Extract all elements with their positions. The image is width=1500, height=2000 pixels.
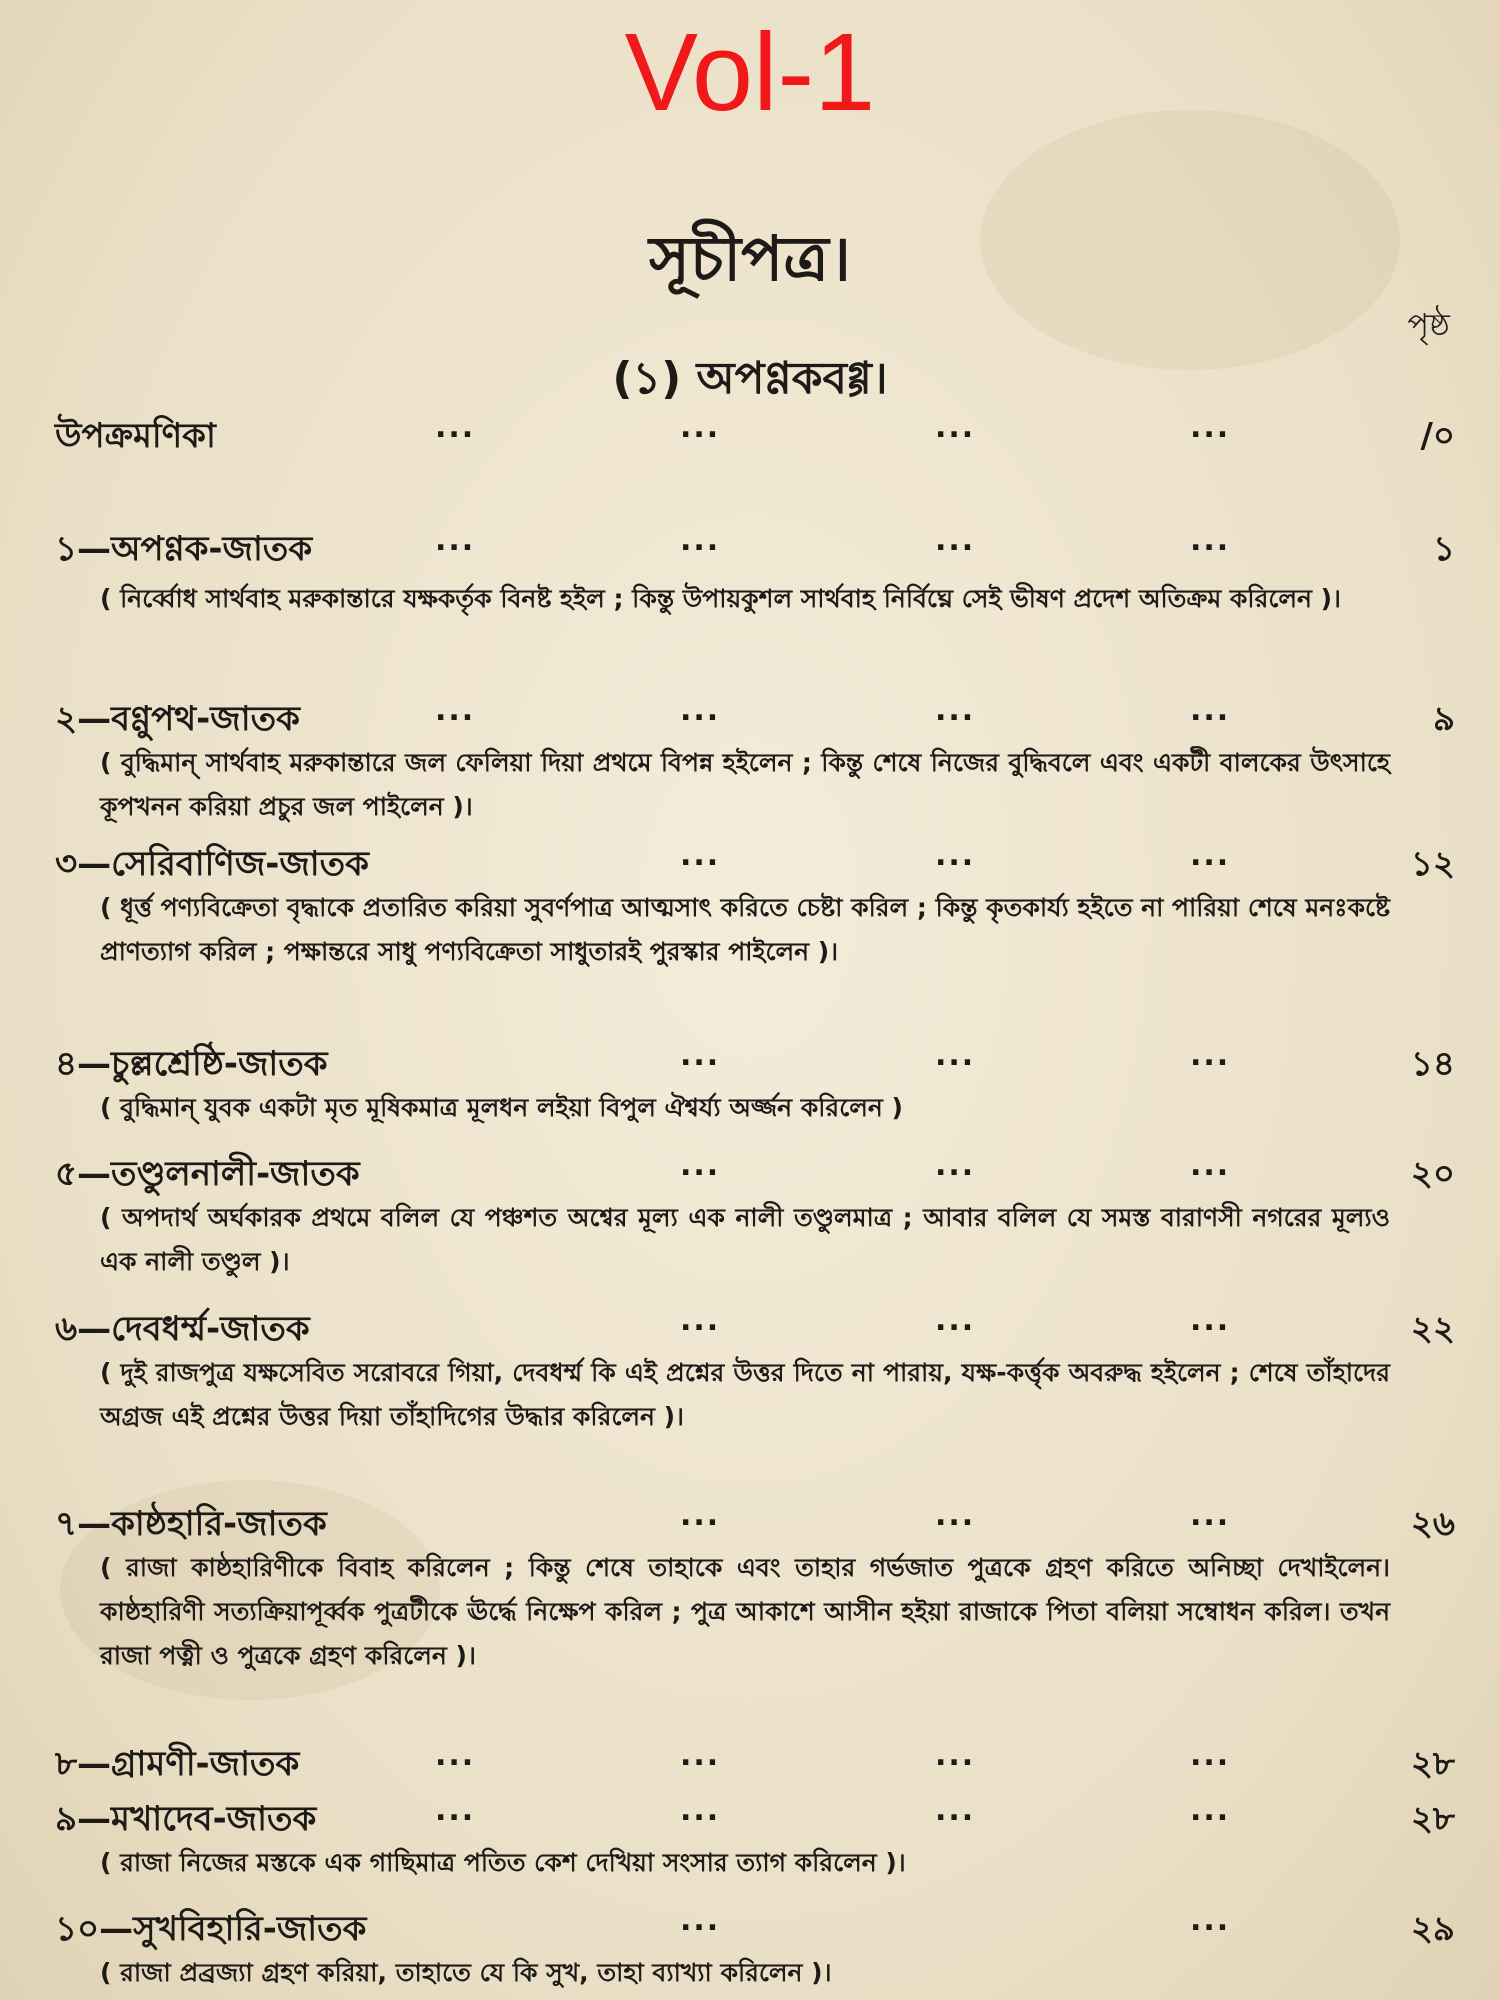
entry-summary: ( বুদ্ধিমান্ যুবক একটা মৃত মূষিকমাত্র মূলধন লইয়া বিপুল ঐশ্বর্য্য অর্জ্জন করিলেন ) [100, 1093, 903, 1122]
entry-page-number: ২২ [1410, 1309, 1455, 1349]
entry-title: ৫—তণ্ডুলনালী-জাতক [55, 1154, 360, 1194]
contents-entry [55, 1498, 1455, 1678]
leader-dots: ... [435, 1793, 476, 1828]
leader-dots: ... [1190, 1303, 1231, 1338]
leader-dots: ... [1190, 838, 1231, 873]
leader-dots: ... [1190, 1793, 1231, 1828]
entry-summary: ( অপদার্থ অর্ঘকারক প্রথমে বলিল যে পঞ্চশত অশ্বের মূল্য এক নালী তণ্ডুলমাত্র ; আবার বলিল যে সমস্ত বারাণসী নগরের মূল্যও এক নালী তণ্ডুল )। [100, 1203, 1390, 1276]
entry-title: উপক্রমণিকা [55, 416, 216, 456]
entry-page-number: ২৮ [1410, 1744, 1455, 1784]
entry-title: ৮—গ্রামণী-জাতক [55, 1744, 300, 1784]
entry-summary: ( দুই রাজপুত্র যক্ষসেবিত সরোবরে গিয়া, দেবধর্ম্ম কি এই প্রশ্নের উত্তর দিতে না পারায়, যক্ষ-কর্ত্তৃক অবরুদ্ধ হইলেন ; শেষে তাঁহাদের অগ্রজ এই প্রশ্নের উত্তর দিয়া তাঁহাদিগের উদ্ধার করিলেন )। [100, 1358, 1390, 1431]
leader-dots: ... [680, 1038, 721, 1073]
contents-entry [55, 1793, 1455, 1885]
entry-page-number: ২৬ [1410, 1504, 1455, 1544]
leader-dots: ... [435, 410, 476, 445]
entry-summary: ( নির্ব্বোধ সার্থবাহ মরুকান্তারে যক্ষকর্তৃক বিনষ্ট হইল ; কিন্তু উপায়কুশল সার্থবাহ নির্বিঘ্নে সেই ভীষণ প্রদেশ অতিক্রম করিলেন )। [100, 584, 1341, 613]
leader-dots: ... [680, 523, 721, 558]
leader-dots: ... [680, 1148, 721, 1183]
contents-entry [55, 1303, 1455, 1439]
leader-dots: ... [935, 1303, 976, 1338]
leader-dots: ... [1190, 1903, 1231, 1938]
entry-title: ৯—মখাদেব-জাতক [55, 1799, 317, 1839]
leader-dots: ... [680, 410, 721, 445]
entry-title: ২—বণ্ণুপথ-জাতক [55, 699, 300, 739]
entry-summary: ( রাজা নিজের মস্তকে এক গাছিমাত্র পতিত কেশ দেখিয়া সংসার ত্যাগ করিলেন )। [100, 1848, 906, 1877]
entry-title: ৩—সেরিবাণিজ-জাতক [55, 844, 369, 884]
entry-page-number: ২৮ [1410, 1799, 1455, 1839]
leader-dots: ... [935, 1498, 976, 1533]
leader-dots: ... [1190, 410, 1231, 445]
entry-title: ৬—দেবধর্ম্ম-জাতক [55, 1309, 310, 1349]
entry-page-number: ১৪ [1410, 1044, 1455, 1084]
leader-dots: ... [1190, 1038, 1231, 1073]
entry-title: ১০—সুখবিহারি-জাতক [55, 1909, 367, 1949]
leader-dots: ... [1190, 693, 1231, 728]
entry-title: ৭—কাষ্ঠহারি-জাতক [55, 1504, 327, 1544]
leader-dots: ... [935, 1148, 976, 1183]
page-column-label: পৃষ্ঠ [1407, 306, 1450, 344]
leader-dots: ... [680, 693, 721, 728]
entry-page-number: ১২ [1410, 844, 1455, 884]
leader-dots: ... [1190, 1498, 1231, 1533]
leader-dots: ... [935, 1038, 976, 1073]
leader-dots: ... [680, 1498, 721, 1533]
volume-label: Vol-1 [624, 11, 876, 134]
contents-entry [55, 1903, 1455, 1995]
leader-dots: ... [1190, 1148, 1231, 1183]
contents-entry [55, 1148, 1455, 1284]
leader-dots: ... [935, 693, 976, 728]
leader-dots: ... [935, 1738, 976, 1773]
contents-entry [55, 693, 1455, 829]
leader-dots: ... [935, 410, 976, 445]
contents-entry [55, 838, 1455, 974]
leader-dots: ... [935, 523, 976, 558]
entry-page-number: ২০ [1410, 1154, 1455, 1194]
leader-dots: ... [435, 523, 476, 558]
leader-dots: ... [680, 838, 721, 873]
entry-title: ১—অপণ্ণক-জাতক [55, 529, 313, 569]
section-heading: (১) অপণ্ণকবগ্গ। [612, 353, 888, 404]
entry-page-number: ৯ [1432, 699, 1455, 739]
entry-summary: ( রাজা কাষ্ঠহারিণীকে বিবাহ করিলেন ; কিন্তু শেষে তাহাকে এবং তাহার গর্ভজাত পুত্রকে গ্রহণ করিতে অনিচ্ছা দেখাইলেন। কাষ্ঠহারিণী সত্যক্রিয়াপূর্ব্বক পুত্রটীকে ঊর্দ্ধে নিক্ষেপ করিল ; পুত্র আকাশে আসীন হইয়া রাজাকে পিতা বলিয়া সম্বোধন করিল। তখন রাজা পত্নী ও পুত্রকে গ্রহণ করিলেন )। [100, 1553, 1390, 1670]
leader-dots: ... [435, 693, 476, 728]
leader-dots: ... [935, 838, 976, 873]
intro-entry [55, 410, 1455, 458]
leader-dots: ... [680, 1793, 721, 1828]
leader-dots: ... [680, 1738, 721, 1773]
entry-summary: ( রাজা প্রব্রজ্যা গ্রহণ করিয়া, তাহাতে যে কি সুখ, তাহা ব্যাখ্যা করিলেন )। [100, 1958, 832, 1987]
entry-page-number: ১ [1432, 529, 1455, 569]
entry-page-number: ২৯ [1410, 1909, 1455, 1949]
leader-dots: ... [680, 1303, 721, 1338]
entry-title: ৪—চুল্লশ্রেষ্ঠি-জাতক [55, 1044, 328, 1084]
leader-dots: ... [935, 1793, 976, 1828]
contents-entry [55, 1038, 1455, 1130]
entry-summary: ( ধূর্ত্ত পণ্যবিক্রেতা বৃদ্ধাকে প্রতারিত করিয়া সুবর্ণপাত্র আত্মসাৎ করিতে চেষ্টা করিল ; কিন্তু কৃতকার্য্য হইতে না পারিয়া শেষে মনঃকষ্টে প্রাণত্যাগ করিল ; পক্ষান্তরে সাধু পণ্যবিক্রেতা সাধুতারই পুরস্কার পাইলেন )। [100, 893, 1390, 966]
contents-entry [55, 523, 1455, 621]
entry-summary: ( বুদ্ধিমান্ সার্থবাহ মরুকান্তারে জল ফেলিয়া দিয়া প্রথমে বিপন্ন হইলেন ; কিন্তু শেষে নিজের বুদ্ধিবলে এবং একটী বালকের উৎসাহে কূপখনন করিয়া প্রচুর জল পাইলেন )। [100, 748, 1390, 821]
leader-dots: ... [435, 1738, 476, 1773]
leader-dots: ... [1190, 1738, 1231, 1773]
leader-dots: ... [680, 1903, 721, 1938]
leader-dots: ... [1190, 523, 1231, 558]
contents-entry [55, 1738, 1455, 1786]
page-title: সূচীপত্র। [649, 222, 851, 295]
entry-page-number: /০ [1420, 416, 1455, 456]
